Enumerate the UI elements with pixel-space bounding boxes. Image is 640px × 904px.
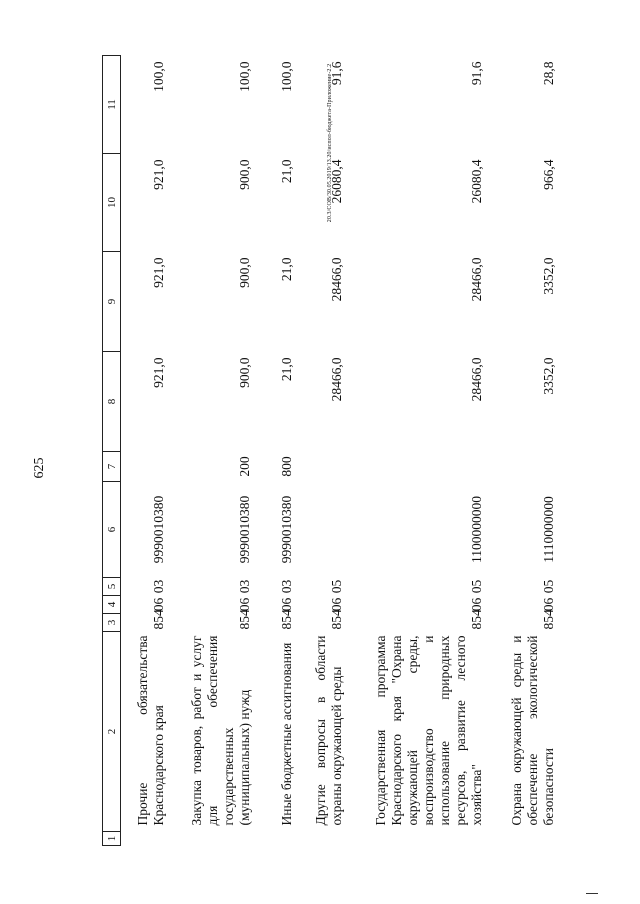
header-cell: 3 [103, 614, 121, 632]
cell-c3: 854 [151, 609, 166, 630]
row-name: Закупка товаров, работ и услуг для обеспечения государственных (муниципальных) нужд [189, 635, 252, 826]
cell-c4: 06 [541, 597, 556, 612]
footer-file-path: 20.3/СОВ/30.05.2019/13.20/испол-бюджета-Приложение-2.2 [327, 63, 333, 223]
cell-c8: 3352,0 [541, 357, 556, 395]
cell-c7: 800 [279, 456, 294, 477]
cell-c7 [345, 452, 485, 482]
cell-c5: 05 [329, 579, 344, 594]
cell-c7: 200 [237, 456, 252, 477]
cell-c10: 26080,4 [469, 159, 484, 204]
row-name: Прочие обязательства Краснодарского края [135, 635, 166, 826]
cell-c4: 06 [151, 597, 166, 612]
cell-c3: 854 [541, 609, 556, 630]
cell-c11: 28,8 [541, 61, 556, 86]
cell-c11: 100,0 [151, 61, 166, 92]
table-row [295, 56, 345, 846]
table-row [121, 56, 168, 846]
cell-c10: 900,0 [237, 159, 252, 190]
table-row [485, 56, 557, 846]
cell-c10: 921,0 [151, 159, 166, 190]
table-row [167, 56, 253, 846]
cell-c3: 854 [279, 609, 294, 630]
header-cell: 1 [103, 832, 121, 846]
cell-c8: 900,0 [237, 357, 252, 388]
cell-c6: 1100000000 [469, 496, 484, 563]
edge-mark [586, 893, 598, 896]
header-cell: 4 [103, 596, 121, 614]
row-name: Иные бюджетные ассигнования [279, 642, 294, 826]
cell-c3: 854 [329, 609, 344, 630]
cell-c5: 05 [541, 579, 556, 594]
cell-c9: 28466,0 [329, 257, 344, 302]
table-row [253, 56, 295, 846]
cell-c4: 06 [279, 597, 294, 612]
cell-c7 [121, 452, 168, 482]
cell-c5: 05 [469, 579, 484, 594]
cell-c9: 21,0 [279, 257, 294, 282]
row-name: Государственная программа Краснодарского края "Охрана окружающей среды, воспроизводство и использование природных ресурсов, развитие лесного хозяйства" [373, 635, 484, 826]
cell-c8: 21,0 [279, 357, 294, 382]
cell-c4: 06 [329, 597, 344, 612]
cell-c9: 3352,0 [541, 257, 556, 295]
cell-c11: 91,6 [329, 61, 344, 86]
cell-c5: 03 [279, 579, 294, 594]
header-cell: 11 [103, 56, 121, 154]
cell-c6 [295, 482, 345, 578]
cell-c11: 91,6 [469, 61, 484, 86]
header-cell: 10 [103, 154, 121, 252]
row-name: Другие вопросы в области охраны окружающей среды [313, 635, 344, 826]
header-cell: 8 [103, 352, 121, 452]
header-cell: 6 [103, 482, 121, 578]
cell-c10: 21,0 [279, 159, 294, 184]
cell-c3: 854 [237, 609, 252, 630]
header-cell: 2 [103, 632, 121, 832]
cell-c6: 1110000000 [541, 496, 556, 563]
cell-c5: 03 [237, 579, 252, 594]
cell-c6: 9990010380 [237, 495, 252, 564]
cell-c10: 26080,4 [329, 159, 344, 204]
cell-c11: 100,0 [237, 61, 252, 92]
cell-c9: 900,0 [237, 257, 252, 288]
cell-c4: 06 [469, 597, 484, 612]
table-row [345, 56, 485, 846]
cell-c8: 921,0 [151, 357, 166, 388]
cell-c7 [485, 452, 557, 482]
cell-c7 [295, 452, 345, 482]
header-cell: 5 [103, 578, 121, 596]
cell-c6: 9990010380 [151, 495, 166, 564]
cell-c9: 921,0 [151, 257, 166, 288]
page-number: 625 [32, 457, 47, 479]
budget-table [102, 55, 557, 846]
row-name: Охрана окружающей среды и обеспечение экологической безопасности [509, 635, 556, 826]
cell-c10: 966,4 [541, 159, 556, 190]
cell-c8: 28466,0 [469, 357, 484, 402]
cell-c3: 854 [469, 609, 484, 630]
budget-table-rotated [102, 56, 612, 846]
cell-c6: 9990010380 [279, 495, 294, 564]
cell-c8: 28466,0 [329, 357, 344, 402]
header-cell: 7 [103, 452, 121, 482]
header-row [103, 56, 121, 846]
cell-c11: 100,0 [279, 61, 294, 92]
cell-c9: 28466,0 [469, 257, 484, 302]
header-cell: 9 [103, 252, 121, 352]
cell-c4: 06 [237, 597, 252, 612]
cell-c5: 03 [151, 579, 166, 594]
